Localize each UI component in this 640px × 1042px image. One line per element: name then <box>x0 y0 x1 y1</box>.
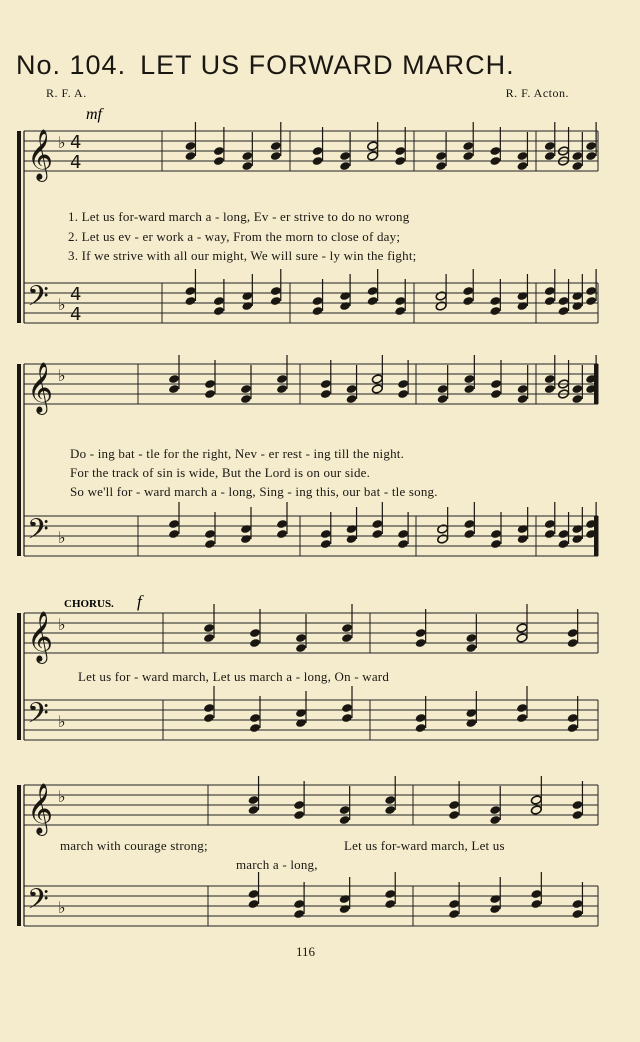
verse-3-line-1: 3. If we strive with all our might, We will sure - ly win the fight; <box>68 248 417 263</box>
svg-text:4: 4 <box>70 284 82 305</box>
svg-text:4: 4 <box>70 304 82 325</box>
chorus-line-2c: march a - long, <box>236 857 318 872</box>
page-number: 116 <box>296 944 316 959</box>
svg-text:♭: ♭ <box>58 133 66 152</box>
dynamic-verse: mf <box>86 106 102 123</box>
chorus-label: CHORUS. <box>64 598 114 610</box>
svg-text:𝄞: 𝄞 <box>27 783 54 834</box>
svg-text:4: 4 <box>70 132 82 153</box>
hymn-number: No. 104. <box>16 50 127 80</box>
svg-text:♭: ♭ <box>58 787 66 806</box>
chorus-line-2b: Let us for-ward march, Let us <box>344 838 505 853</box>
svg-text:𝄢: 𝄢 <box>27 513 49 553</box>
verse-3-line-2: So we'll for - ward march a - long, Sing - ing this, our bat - tle song. <box>70 484 438 499</box>
composer-credit: R. F. Acton. <box>505 86 569 100</box>
svg-text:𝄞: 𝄞 <box>27 129 54 180</box>
svg-text:♭: ♭ <box>58 615 66 634</box>
svg-text:♭: ♭ <box>58 528 66 547</box>
svg-text:𝄢: 𝄢 <box>27 883 49 923</box>
verse-1-line-1: 1. Let us for-ward march a - long, Ev - er strive to do no wrong <box>68 209 410 224</box>
chorus-line-1: Let us for - ward march, Let us march a - long, On - ward <box>78 669 390 684</box>
svg-text:♭: ♭ <box>58 898 66 917</box>
svg-text:𝄢: 𝄢 <box>27 697 49 737</box>
svg-text:♭: ♭ <box>58 712 66 731</box>
svg-text:𝄞: 𝄞 <box>27 611 54 662</box>
verse-2-line-2: For the track of sin is wide, But the Lord is on our side. <box>70 465 371 480</box>
svg-text:𝄢: 𝄢 <box>27 280 49 320</box>
hymn-name: LET US FORWARD MARCH. <box>140 50 515 80</box>
lyricist-credit: R. F. A. <box>46 86 87 100</box>
svg-text:4: 4 <box>70 152 82 173</box>
verse-2-line-1: 2. Let us ev - er work a - way, From the morn to close of day; <box>68 229 401 244</box>
dynamic-chorus: f <box>137 592 142 611</box>
chorus-line-2a: march with courage strong; <box>60 838 208 853</box>
svg-text:𝄞: 𝄞 <box>27 362 54 413</box>
svg-text:♭: ♭ <box>58 295 66 314</box>
svg-text:♭: ♭ <box>58 366 66 385</box>
verse-1-line-2: Do - ing bat - tle for the right, Nev - er rest - ing till the night. <box>70 446 405 461</box>
